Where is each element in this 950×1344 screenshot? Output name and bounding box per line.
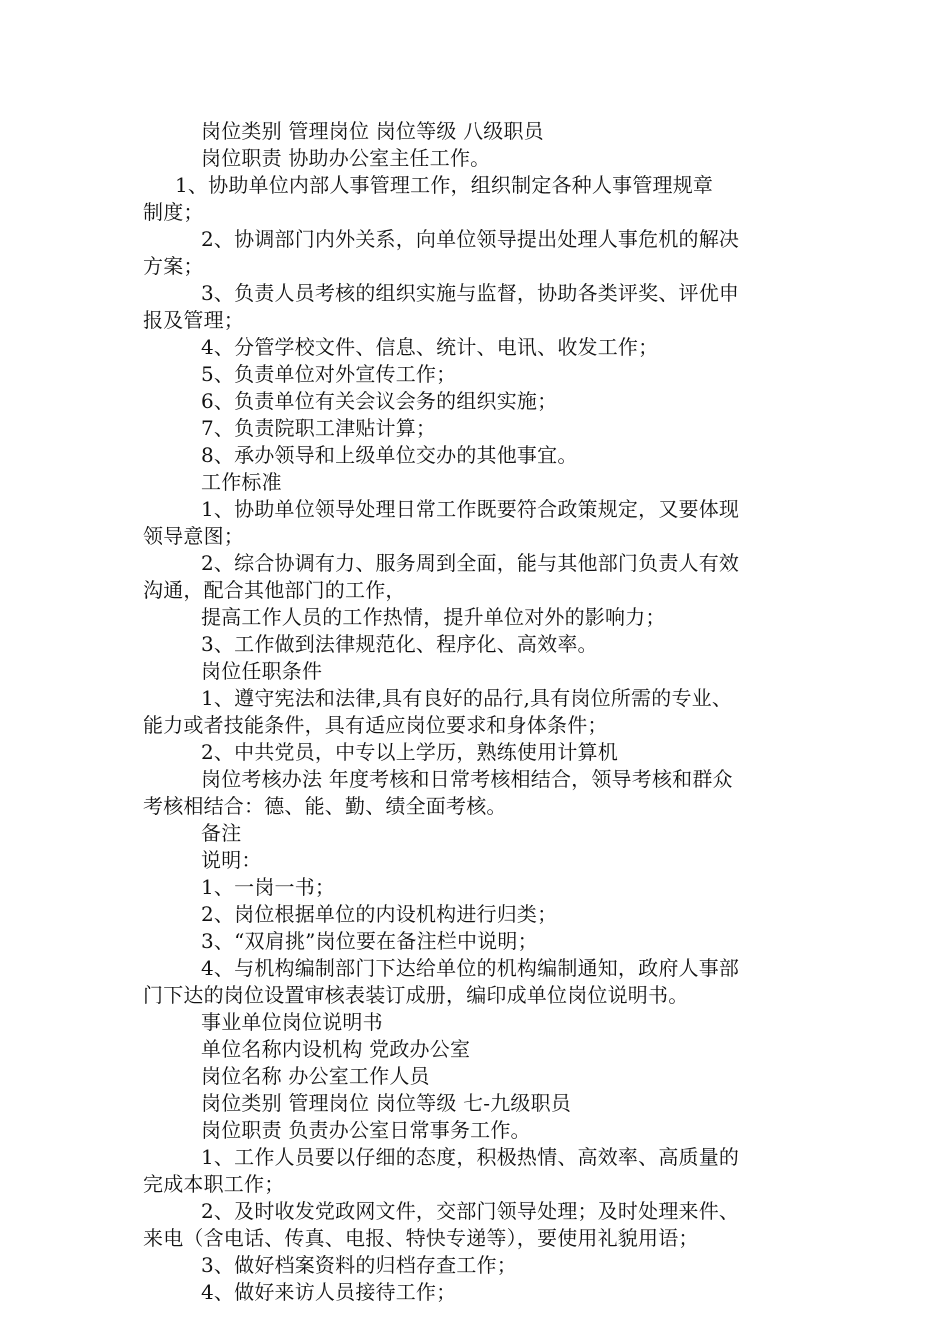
document-line: 8、承办领导和上级单位交办的其他事宜。: [201, 443, 578, 467]
document-line: 提高工作人员的工作热情，提升单位对外的影响力；: [201, 605, 666, 629]
document-line: 4、分管学校文件、信息、统计、电讯、收发工作；: [201, 335, 659, 359]
document-body: [143, 118, 813, 1306]
document-line: 7、负责院职工津贴计算；: [201, 416, 437, 440]
document-line: 岗位职责 协助办公室主任工作。: [201, 146, 491, 170]
document-line: 2、综合协调有力、服务周到全面，能与其他部门负责人有效: [201, 551, 740, 575]
document-line: 5、负责单位对外宣传工作；: [201, 362, 457, 386]
document-line: 4、与机构编制部门下达给单位的机构编制通知，政府人事部: [201, 956, 740, 980]
document-line: 备注: [201, 821, 242, 845]
document-line: 能力或者技能条件，具有适应岗位要求和身体条件；: [143, 713, 608, 737]
document-line: 3、负责人员考核的组织实施与监督，协助各类评奖、评优申: [201, 281, 740, 305]
document-line: 岗位类别 管理岗位 岗位等级 七-九级职员: [201, 1091, 572, 1115]
document-line: 1、遵守宪法和法律,具有良好的品行,具有岗位所需的专业、: [201, 686, 733, 710]
document-line: 门下达的岗位设置审核表装订成册，编印成单位岗位说明书。: [143, 983, 689, 1007]
document-line: 2、协调部门内外关系，向单位领导提出处理人事危机的解决: [201, 227, 740, 251]
document-line: 岗位任职条件: [201, 659, 323, 683]
document-line: 沟通，配合其他部门的工作，: [143, 578, 406, 602]
document-line: 方案；: [143, 254, 204, 278]
document-line: 岗位考核办法 年度考核和日常考核相结合，领导考核和群众: [201, 767, 733, 791]
document-line: 完成本职工作；: [143, 1172, 285, 1196]
document-line: 2、及时收发党政网文件，交部门领导处理；及时处理来件、: [201, 1199, 740, 1223]
document-line: 3、工作做到法律规范化、程序化、高效率。: [201, 632, 598, 656]
document-line: 岗位类别 管理岗位 岗位等级 八级职员: [201, 119, 544, 143]
document-line: 制度；: [143, 200, 204, 224]
document-line: 3、“双肩挑”岗位要在备注栏中说明；: [201, 929, 538, 953]
document-line: 6、负责单位有关会议会务的组织实施；: [201, 389, 558, 413]
document-line: 报及管理；: [143, 308, 244, 332]
document-line: 1、一岗一书；: [201, 875, 336, 899]
document-line: 1、工作人员要以仔细的态度，积极热情、高效率、高质量的: [201, 1145, 740, 1169]
document-line: 1、协助单位领导处理日常工作既要符合政策规定，又要体现: [201, 497, 740, 521]
document-line: 考核相结合：德、能、勤、绩全面考核。: [143, 794, 507, 818]
document-line: 2、中共党员，中专以上学历，熟练使用计算机: [201, 740, 618, 764]
document-line: 1、协助单位内部人事管理工作，组织制定各种人事管理规章: [175, 173, 714, 197]
document-line: 事业单位岗位说明书: [201, 1010, 383, 1034]
document-line: 岗位职责 负责办公室日常事务工作。: [201, 1118, 531, 1142]
document-line: 岗位名称 办公室工作人员: [201, 1064, 430, 1088]
document-line: 2、岗位根据单位的内设机构进行归类；: [201, 902, 558, 926]
document-line: 单位名称内设机构 党政办公室: [201, 1037, 471, 1061]
document-line: 4、做好来访人员接待工作；: [201, 1280, 457, 1304]
document-line: 来电（含电话、传真、电报、特快专递等），要使用礼貌用语；: [143, 1226, 699, 1250]
document-line: 领导意图；: [143, 524, 244, 548]
document-line: 工作标准: [201, 470, 282, 494]
document-line: 3、做好档案资料的归档存查工作；: [201, 1253, 517, 1277]
document-line: 说明：: [201, 848, 262, 872]
